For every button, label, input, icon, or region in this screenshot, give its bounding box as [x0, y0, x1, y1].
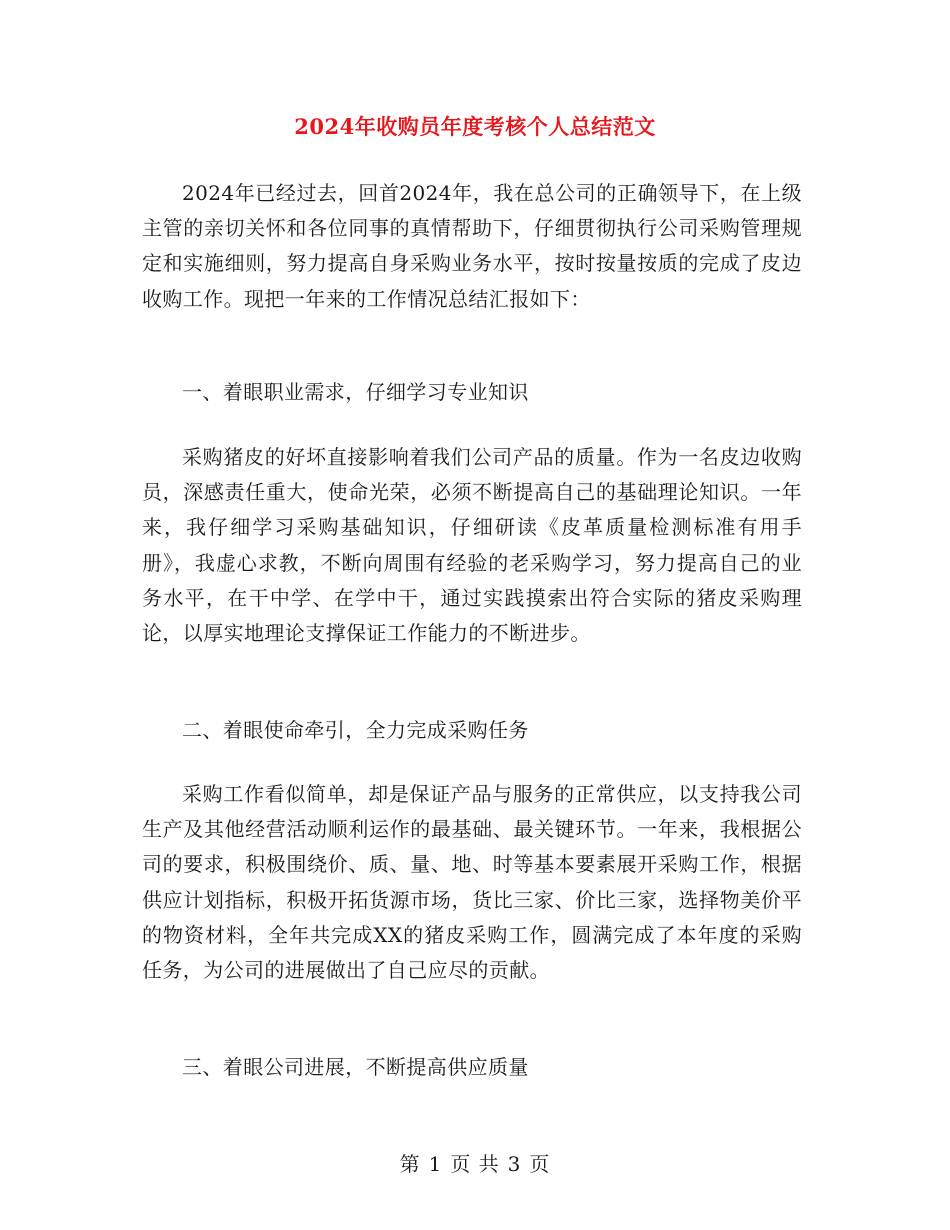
footer-prefix: 第	[399, 1152, 421, 1176]
section-paragraph: 采购猪皮的好坏直接影响着我们公司产品的质量。作为一名皮边收购员，深感责任重大，使命光荣，必须不断提高自己的基础理论知识。一年来，我仔细学习采购基础知识，仔细研读《皮革质量检测标准有用手册》，我虚心求教，不断向周围有经验的老采购学习，努力提高自己的业务水平，在干中学、在学中干，通过实践摸索出符合实际的猪皮采购理论，以厚实地理论支撑保证工作能力的不断进步。	[142, 445, 802, 646]
page-footer	[0, 1150, 950, 1178]
section-1-body-block	[142, 440, 802, 651]
footer-middle: 页 共	[450, 1152, 500, 1176]
section-heading: 一、着眼职业需求，仔细学习专业知识	[182, 380, 529, 404]
section-3-heading-block	[142, 1050, 802, 1085]
intro-paragraph: 2024年已经过去，回首2024年，我在总公司的正确领导下，在上级主管的亲切关怀和各位同事的真情帮助下，仔细贯彻执行公司采购管理规定和实施细则，努力提高自身采购业务水平，按时按量按质的完成了皮边收购工作。现把一年来的工作情况总结汇报如下：	[142, 181, 802, 311]
section-2-heading-block	[142, 713, 802, 748]
section-heading: 三、着眼公司进展，不断提高供应质量	[182, 1055, 529, 1079]
footer-suffix: 页	[529, 1152, 551, 1176]
intro-paragraph-block	[142, 176, 802, 317]
section-paragraph: 采购工作看似简单，却是保证产品与服务的正常供应，以支持我公司生产及其他经营活动顺利运作的最基础、最关键环节。一年来，我根据公司的要求，积极围绕价、质、量、地、时等基本要素展开采购工作，根据供应计划指标，积极开拓货源市场，货比三家、价比三家，选择物美价平的物资材料，全年共完成XX的猪皮采购工作，圆满完成了本年度的采购任务，为公司的进展做出了自己应尽的贡献。	[142, 782, 802, 983]
section-1-heading-block	[142, 375, 802, 410]
footer-page-number: 1	[428, 1152, 443, 1176]
footer-total-pages: 3	[507, 1152, 522, 1176]
document-title: 2024年收购员年度考核个人总结范文	[294, 114, 656, 139]
section-heading: 二、着眼使命牵引，全力完成采购任务	[182, 718, 529, 742]
section-2-body-block	[142, 777, 802, 988]
